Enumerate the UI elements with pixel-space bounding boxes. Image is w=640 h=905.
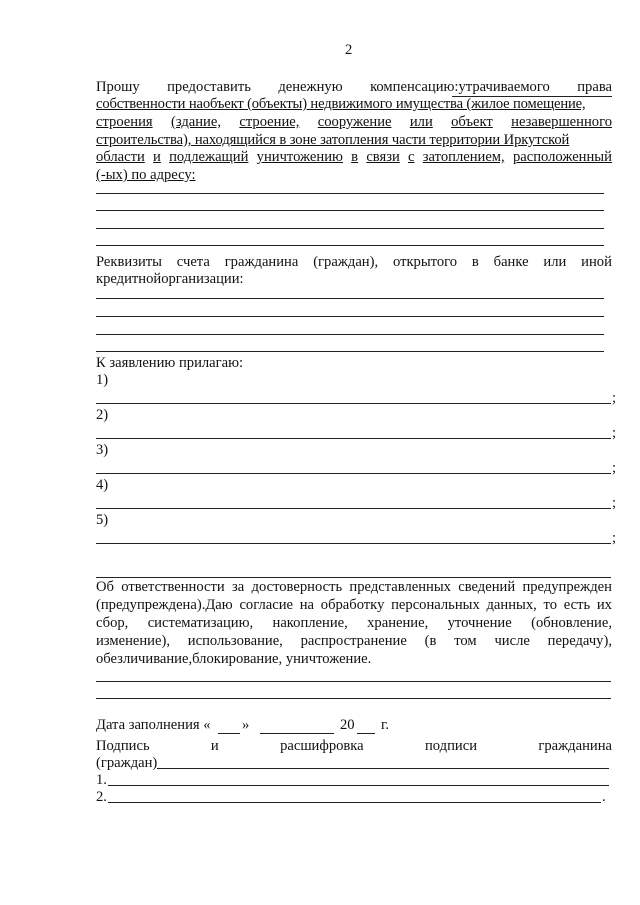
attachment-line[interactable]	[96, 508, 611, 509]
word: в	[351, 149, 359, 165]
word: объект	[451, 114, 493, 130]
word: денежную	[278, 79, 343, 95]
word: то	[543, 597, 558, 613]
signature-line[interactable]	[108, 785, 609, 786]
attachment-number: 2)	[96, 407, 109, 423]
word: или	[543, 254, 567, 270]
word: расшифровка	[280, 738, 364, 754]
attachment-line[interactable]	[96, 438, 611, 439]
consent-line[interactable]	[96, 681, 611, 682]
word: сведений	[458, 579, 516, 595]
request-line-6: (-ых) по адресу:	[96, 167, 196, 183]
bank-details-line[interactable]	[96, 334, 604, 335]
attachment-number: 5)	[96, 512, 109, 528]
signature-line[interactable]	[157, 768, 609, 769]
request-line-3	[96, 113, 612, 131]
attachment-line[interactable]	[96, 473, 611, 474]
word: обработку	[320, 597, 385, 613]
word: компенсацию:утрачиваемого	[370, 79, 550, 95]
word: согласие	[239, 597, 293, 613]
word: (здание,	[170, 114, 221, 130]
word: есть	[563, 597, 591, 613]
word: (предупреждена).Даю	[96, 597, 233, 613]
signature-line[interactable]	[108, 802, 601, 803]
signature-number: 1.	[96, 772, 107, 788]
word: передачу),	[547, 633, 612, 649]
word: незавершенного	[511, 114, 612, 130]
request-line-5	[96, 148, 612, 166]
signature-label-line-2: (граждан)	[96, 755, 158, 771]
word: предоставить	[167, 79, 251, 95]
attachment-line[interactable]	[96, 403, 611, 404]
responsibility-line-1	[96, 578, 612, 596]
responsibility-line-4	[96, 632, 612, 650]
word: с	[408, 149, 415, 165]
word: распространение	[300, 633, 407, 649]
word: уничтожению	[256, 149, 343, 165]
word: (в	[424, 633, 437, 649]
word: их	[596, 597, 612, 613]
word: подписи	[424, 738, 478, 754]
word: том	[454, 633, 477, 649]
word: персональных	[391, 597, 480, 613]
word: права	[577, 79, 612, 95]
attachment-terminator: ;	[612, 460, 617, 476]
bank-details-line[interactable]	[96, 316, 604, 317]
word: счета	[176, 254, 210, 270]
bank-details-line[interactable]	[96, 298, 604, 299]
attachment-number: 1)	[96, 372, 109, 388]
word: сбор,	[96, 615, 129, 631]
attachment-terminator: ;	[612, 390, 617, 406]
signature-label-line-1	[96, 737, 612, 755]
word: (обновление,	[531, 615, 612, 631]
word: за	[231, 579, 245, 595]
word: гражданина	[224, 254, 299, 270]
word: иной	[581, 254, 612, 270]
word: строение,	[239, 114, 300, 130]
word: Прошу	[96, 79, 140, 95]
word: использование,	[187, 633, 283, 649]
word: расположенный	[512, 149, 612, 165]
signature-end-period: .	[602, 789, 606, 805]
word: сооружение	[317, 114, 392, 130]
word: открытого	[392, 254, 458, 270]
request-line-2: собственности наобъект (объекты) недвижимого имущества (жилое помещение,	[96, 96, 586, 112]
word: связи	[366, 149, 400, 165]
responsibility-line-3	[96, 614, 612, 632]
bank-line-2: кредитнойорганизации:	[96, 271, 244, 287]
word: хранение,	[367, 615, 429, 631]
date-year-prefix: 20	[340, 717, 355, 733]
responsibility-line-2	[96, 596, 612, 614]
address-line[interactable]	[96, 228, 604, 229]
word: Реквизиты	[96, 254, 162, 270]
word: достоверность	[251, 579, 343, 595]
responsibility-line-5: обезличивание,блокирование, уничтожение.	[96, 651, 372, 667]
word: подлежащий	[169, 149, 249, 165]
word: уточнение	[447, 615, 512, 631]
request-line-1	[96, 78, 612, 96]
attachment-number: 4)	[96, 477, 109, 493]
date-year-suffix: г.	[381, 717, 389, 733]
word: и	[153, 149, 161, 165]
word: числе	[494, 633, 530, 649]
attachment-number: 3)	[96, 442, 109, 458]
attachment-terminator: ;	[612, 425, 617, 441]
word: на	[299, 597, 315, 613]
word: в	[471, 254, 479, 270]
date-year-field[interactable]	[357, 733, 375, 734]
page-number: 2	[345, 42, 353, 58]
word: изменение),	[96, 633, 170, 649]
word: накопление,	[272, 615, 348, 631]
address-line[interactable]	[96, 210, 604, 211]
word: представленных	[349, 579, 451, 595]
bank-details-line[interactable]	[96, 351, 604, 352]
consent-line[interactable]	[96, 698, 611, 699]
word: и	[210, 738, 219, 754]
word: Подпись	[96, 738, 150, 754]
word: (граждан),	[313, 254, 379, 270]
date-label: Дата заполнения «	[96, 717, 211, 733]
date-day-field[interactable]	[218, 733, 240, 734]
request-line-4: строительства), находящийся в зоне затопления части территории Иркутской	[96, 132, 570, 148]
word: строения	[96, 114, 153, 130]
bank-line-1	[96, 253, 612, 271]
word: банке	[493, 254, 529, 270]
word: предупрежден	[522, 579, 612, 595]
word: Об	[96, 579, 114, 595]
word: или	[409, 114, 433, 130]
attachment-line[interactable]	[96, 543, 611, 544]
word: затоплением,	[422, 149, 505, 165]
date-quote-close: »	[242, 717, 250, 733]
word: систематизацию,	[147, 615, 254, 631]
attachment-terminator: ;	[612, 495, 617, 511]
word: области	[96, 149, 145, 165]
word: гражданина	[538, 738, 612, 754]
attachment-terminator: ;	[612, 530, 617, 546]
attachments-heading: К заявлению прилагаю:	[96, 355, 244, 371]
word: ответственности	[121, 579, 225, 595]
date-month-field[interactable]	[260, 733, 334, 734]
word: данных,	[486, 597, 537, 613]
address-line[interactable]	[96, 193, 604, 194]
address-line[interactable]	[96, 245, 604, 246]
signature-number: 2.	[96, 789, 107, 805]
